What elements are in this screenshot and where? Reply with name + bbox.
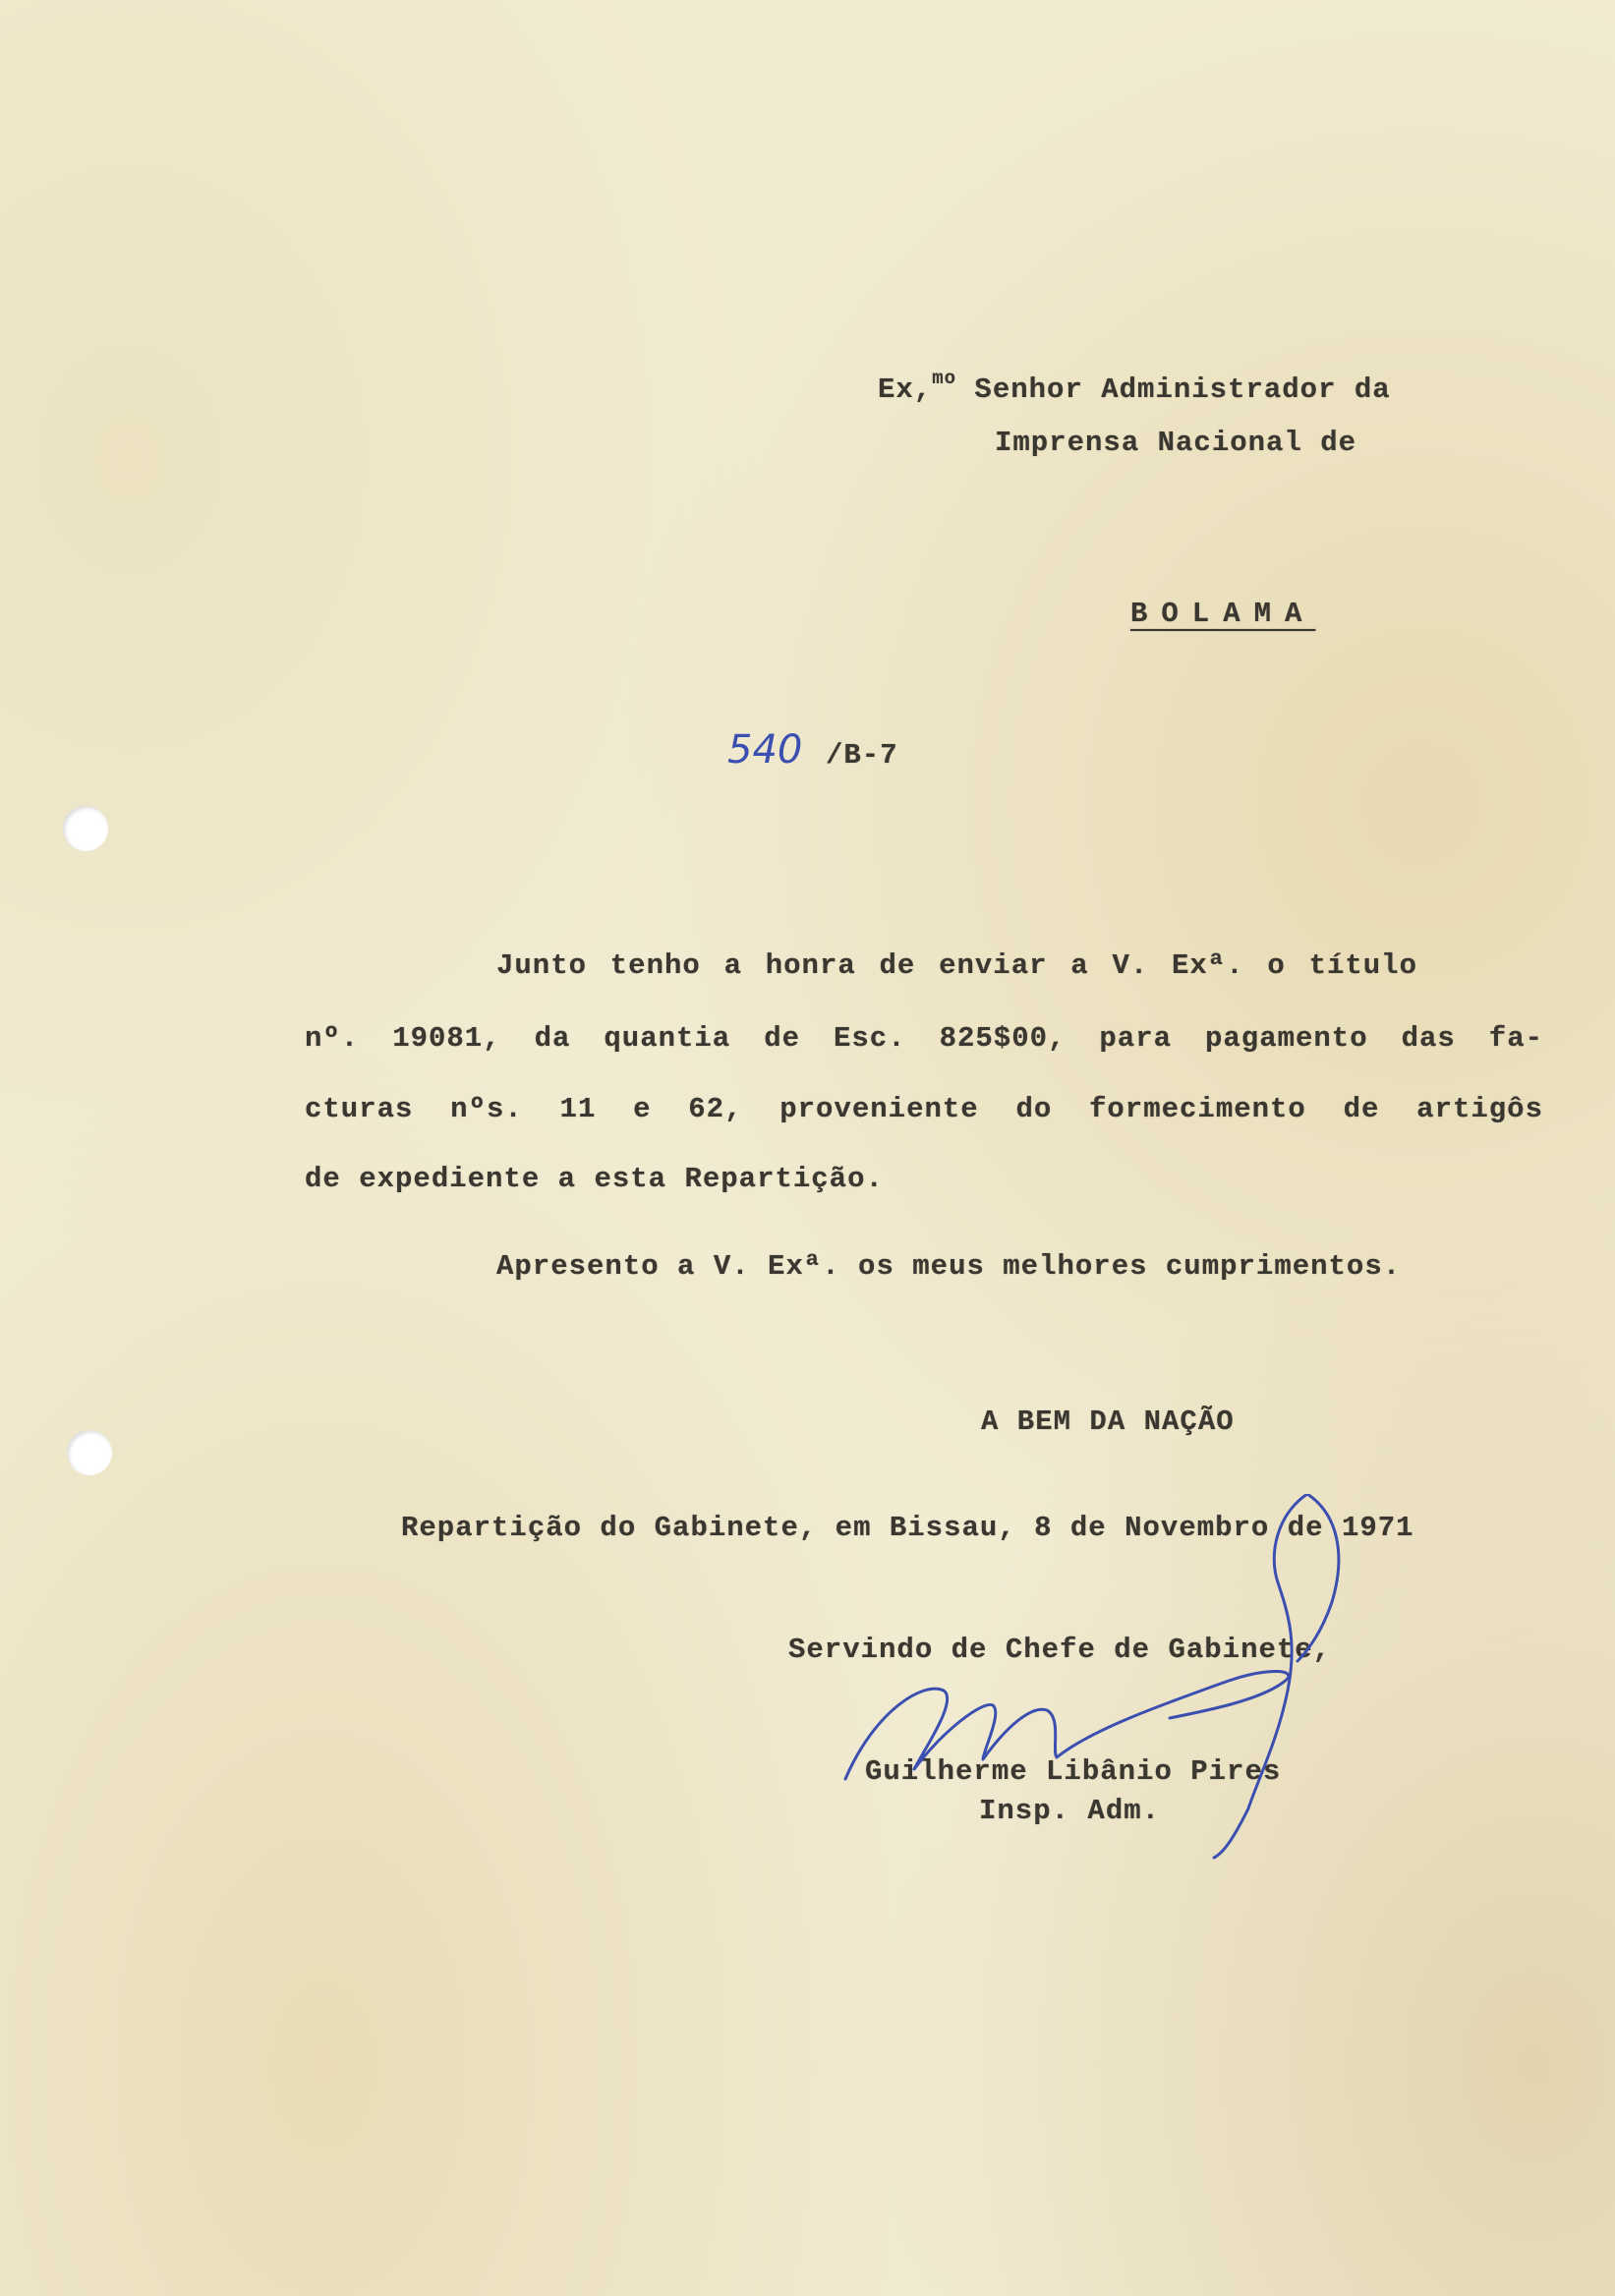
closing-motto: A BEM DA NAÇÃO [981,1406,1235,1438]
body-paragraph-1-line-1: Junto tenho a honra de enviar a V. Exª. o título [496,949,1417,982]
place-and-date: Repartição do Gabinete, em Bissau, 8 de Novembro de 1971 [401,1512,1414,1544]
signatory-title: Insp. Adm. [979,1795,1161,1827]
body-paragraph-1-line-2: nº. 19081, da quantia de Esc. 825$00, para pagamento das fa- [305,1022,1543,1055]
punch-hole-bottom [67,1430,112,1475]
reference-suffix: /B-7 [826,739,898,772]
body-paragraph-1-line-4: de expediente a esta Repartição. [305,1163,884,1195]
addressee-city: BOLAMA [1130,598,1316,630]
signatory-role: Servindo de Chefe de Gabinete, [788,1634,1332,1666]
handwritten-reference-number: 540 [727,727,803,773]
handwritten-signature [836,1494,1386,1867]
punch-hole-top [63,806,108,851]
signatory-name: Guilherme Libânio Pires [865,1755,1282,1788]
addressee-line-1: Ex,$^{mo}$ Senhor Administrador da [878,368,1391,406]
body-paragraph-2: Apresento a V. Exª. os meus melhores cumprimentos. [496,1250,1402,1283]
body-paragraph-1-line-3: cturas nºs. 11 e 62, proveniente do formecimento de artigôs [305,1093,1543,1125]
addressee-line-2: Imprensa Nacional de [995,427,1357,459]
